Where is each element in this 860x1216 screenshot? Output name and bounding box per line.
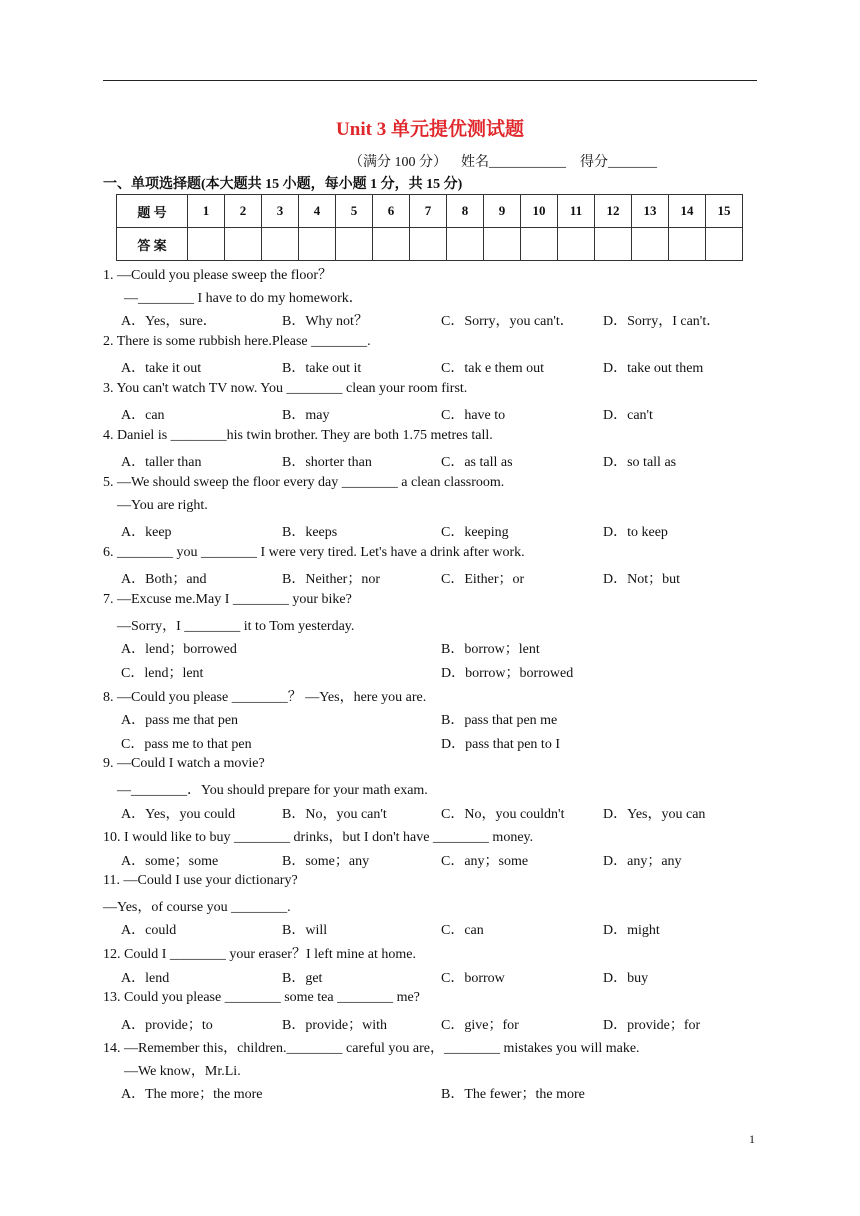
question-number-cell: 5 [336, 195, 373, 228]
option-d[interactable]: D．buy [603, 971, 649, 986]
option-d[interactable]: D．provide；for [603, 1018, 701, 1033]
option-b[interactable]: B．keeps [282, 525, 338, 540]
answer-cell[interactable] [262, 228, 299, 261]
question-stem: 3. You can't watch TV now. You ________ clean your room first. [103, 381, 468, 396]
section-heading: 一、单项选择题(本大题共 15 小题，每小题 1 分，共 15 分) [103, 177, 463, 192]
option-c[interactable]: C．Either；or [441, 572, 525, 587]
question-stem: 14. —Remember this，children.________ careful you are，________ mistakes you will make. [103, 1041, 640, 1056]
question-number-cell: 6 [373, 195, 410, 228]
option-d[interactable]: D．can't [603, 408, 653, 423]
option-b[interactable]: B．get [282, 971, 323, 986]
answer-cell[interactable] [225, 228, 262, 261]
score-name-line: （满分 100 分） 姓名___________ 得分_______ [349, 155, 657, 170]
question-number-cell: 13 [632, 195, 669, 228]
option-b[interactable]: B．provide；with [282, 1018, 387, 1033]
option-d[interactable]: D．Sorry，I can't． [603, 314, 721, 329]
question-number-cell: 4 [299, 195, 336, 228]
option-a[interactable]: A．Yes，you could [121, 807, 236, 822]
option-d[interactable]: D．any；any [603, 854, 682, 869]
option-a[interactable]: A．lend [121, 971, 170, 986]
option-b[interactable]: B．take out it [282, 361, 362, 376]
question-stem: 13. Could you please ________ some tea ________ me? [103, 990, 420, 1005]
question-response-line: —Sorry，I ________ it to Tom yesterday. [117, 619, 355, 634]
option-a[interactable]: A．Yes，sure． [121, 314, 217, 329]
question-response-line: —________ I have to do my homework． [124, 291, 363, 306]
option-a[interactable]: A．can [121, 408, 165, 423]
answer-cell[interactable] [706, 228, 743, 261]
answer-cell[interactable] [558, 228, 595, 261]
option-c[interactable]: C．borrow [441, 971, 505, 986]
option-b[interactable]: B．Neither；nor [282, 572, 380, 587]
option-c[interactable]: C．lend；lent [121, 666, 204, 681]
answer-cell[interactable] [484, 228, 521, 261]
question-stem: 7. —Excuse me.May I ________ your bike? [103, 592, 352, 607]
option-a[interactable]: A．taller than [121, 455, 202, 470]
answer-cell[interactable] [410, 228, 447, 261]
option-b[interactable]: B．shorter than [282, 455, 372, 470]
option-b[interactable]: B．will [282, 923, 328, 938]
option-d[interactable]: D．might [603, 923, 660, 938]
option-d[interactable]: D．Yes，you can [603, 807, 706, 822]
question-stem: 9. —Could I watch a movie? [103, 756, 265, 771]
question-number-cell: 3 [262, 195, 299, 228]
option-d[interactable]: D．Not；but [603, 572, 680, 587]
option-b[interactable]: B．pass that pen me [441, 713, 558, 728]
option-d[interactable]: D．take out them [603, 361, 704, 376]
answer-table-answer-row [117, 228, 743, 261]
question-stem: 5. —We should sweep the floor every day ________ a clean classroom. [103, 475, 505, 490]
row-label-number: 题 号 [117, 195, 188, 228]
option-c[interactable]: C．Sorry，you can't． [441, 314, 574, 329]
question-stem: 10. I would like to buy ________ drinks，but I don't have ________ money. [103, 830, 534, 845]
option-a[interactable]: A．Both；and [121, 572, 207, 587]
option-c[interactable]: C．No，you couldn't [441, 807, 565, 822]
answer-cell[interactable] [595, 228, 632, 261]
question-number-cell: 8 [447, 195, 484, 228]
answer-cell[interactable] [299, 228, 336, 261]
question-stem: 6. ________ you ________ I were very tired. Let's have a drink after work. [103, 545, 525, 560]
answer-cell[interactable] [447, 228, 484, 261]
question-stem: 12. Could I ________ your eraser？I left mine at home. [103, 947, 416, 962]
question-response-line: —________．You should prepare for your math exam. [117, 783, 428, 798]
option-c[interactable]: C．can [441, 923, 484, 938]
question-stem: 4. Daniel is ________his twin brother. They are both 1.75 metres tall. [103, 428, 493, 443]
answer-cell[interactable] [336, 228, 373, 261]
answer-cell[interactable] [521, 228, 558, 261]
question-number-cell: 12 [595, 195, 632, 228]
answer-cell[interactable] [669, 228, 706, 261]
option-c[interactable]: C．tak e them out [441, 361, 545, 376]
option-c[interactable]: C．keeping [441, 525, 509, 540]
answer-table [116, 194, 743, 261]
question-stem: 1. —Could you please sweep the floor？ [103, 268, 333, 283]
question-number-cell: 11 [558, 195, 595, 228]
question-number-cell: 7 [410, 195, 447, 228]
question-number-cell: 2 [225, 195, 262, 228]
option-a[interactable]: A．provide；to [121, 1018, 213, 1033]
page-title: Unit 3 单元提优测试题 [336, 119, 524, 140]
option-d[interactable]: D．pass that pen to I [441, 737, 560, 752]
option-c[interactable]: C．as tall as [441, 455, 513, 470]
answer-cell[interactable] [188, 228, 225, 261]
option-a[interactable]: A．could [121, 923, 177, 938]
answer-cell[interactable] [373, 228, 410, 261]
option-a[interactable]: A．The more；the more [121, 1087, 263, 1102]
row-label-answer: 答 案 [117, 228, 188, 261]
option-d[interactable]: D．so tall as [603, 455, 677, 470]
page-number: 1 [749, 1132, 755, 1146]
option-d[interactable]: D．to keep [603, 525, 668, 540]
option-c[interactable]: C．pass me to that pen [121, 737, 252, 752]
option-c[interactable]: C．give；for [441, 1018, 519, 1033]
question-number-cell: 9 [484, 195, 521, 228]
question-response-line: —You are right. [117, 498, 208, 513]
question-number-cell: 1 [188, 195, 225, 228]
option-a[interactable]: A．pass me that pen [121, 713, 239, 728]
question-response-line: —We know，Mr.Li. [124, 1064, 241, 1079]
question-number-cell: 14 [669, 195, 706, 228]
option-d[interactable]: D．borrow；borrowed [441, 666, 574, 681]
option-c[interactable]: C．any；some [441, 854, 529, 869]
option-b[interactable]: B．some；any [282, 854, 370, 869]
answer-table-number-row [117, 195, 743, 228]
option-b[interactable]: B．Why not？ [282, 314, 368, 329]
question-stem: 8. —Could you please ________？ —Yes，here you are. [103, 690, 427, 705]
option-a[interactable]: A．some；some [121, 854, 219, 869]
option-b[interactable]: B．may [282, 408, 330, 423]
question-stem: 11. —Could I use your dictionary? [103, 873, 298, 888]
option-a[interactable]: A．lend；borrowed [121, 642, 237, 657]
question-number-cell: 10 [521, 195, 558, 228]
option-a[interactable]: A．keep [121, 525, 172, 540]
option-b[interactable]: B．borrow；lent [441, 642, 540, 657]
option-c[interactable]: C．have to [441, 408, 506, 423]
question-number-cell: 15 [706, 195, 743, 228]
answer-cell[interactable] [632, 228, 669, 261]
option-a[interactable]: A．take it out [121, 361, 202, 376]
question-response-line: —Yes，of course you ________. [103, 900, 291, 915]
option-b[interactable]: B．The fewer；the more [441, 1087, 585, 1102]
option-b[interactable]: B．No，you can't [282, 807, 387, 822]
question-stem: 2. There is some rubbish here.Please ________. [103, 334, 371, 349]
header-rule [103, 80, 757, 81]
